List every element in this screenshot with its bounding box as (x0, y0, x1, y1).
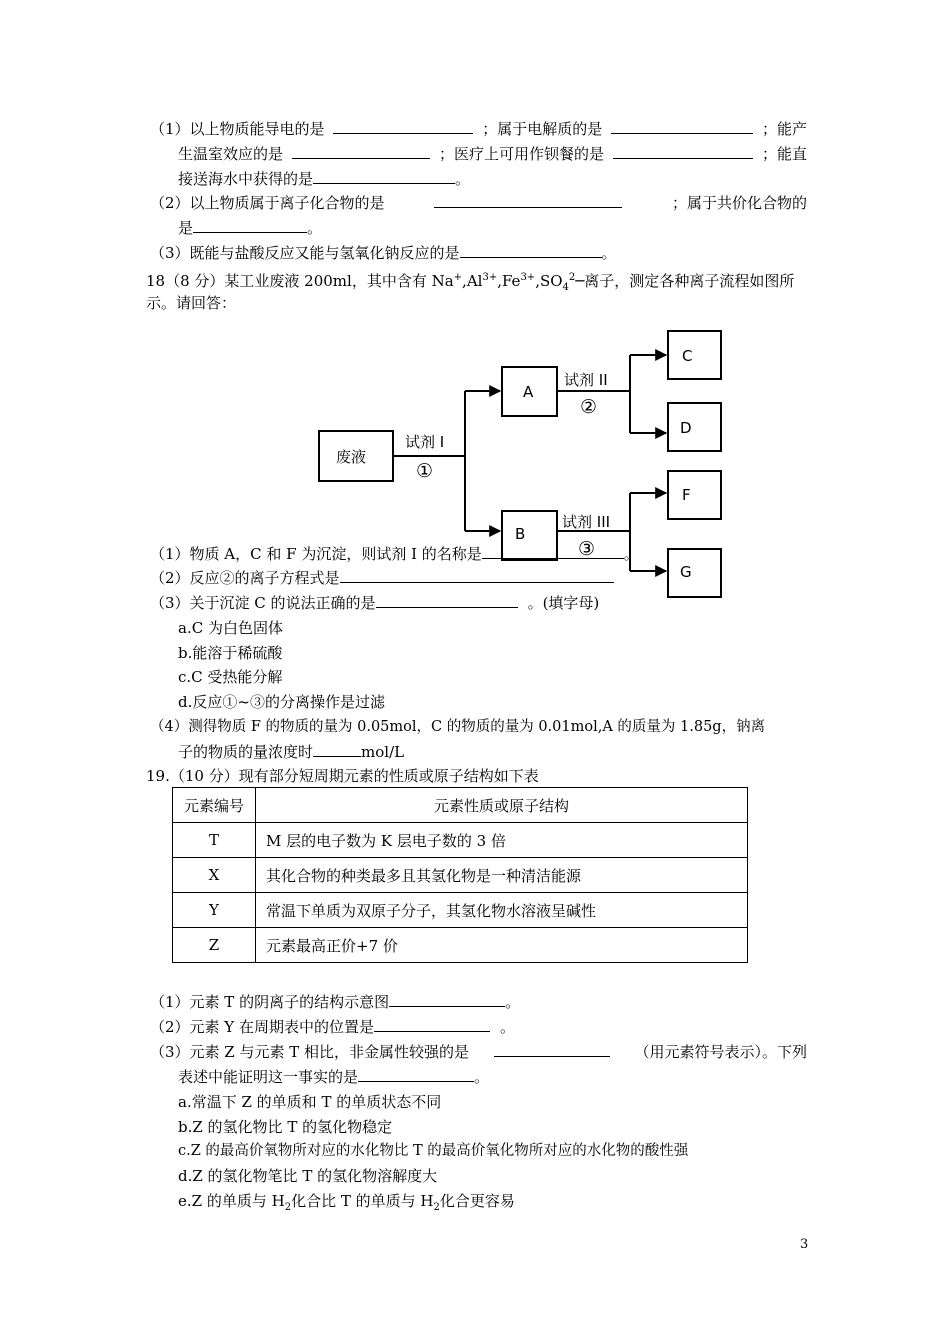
q19-sub1 (150, 991, 520, 1013)
fe-charge: 3+ (520, 272, 536, 283)
q17-line5 (178, 217, 322, 239)
q18-sub1 (150, 543, 639, 565)
label-step-1: ① (416, 460, 434, 482)
page-number: 3 (800, 1237, 809, 1252)
q17-3-text-b: 。 (455, 170, 471, 188)
q18-2-text: （2）反应②的离子方程式是 (150, 569, 340, 587)
q17-1-text-c: ；能产 (761, 120, 807, 138)
table-header-cell: 元素编号 (173, 788, 256, 823)
q19-option-a: a.常温下 Z 的单质和 T 的单质状态不同 (178, 1093, 442, 1111)
q18-intro-text: 18（8 分）某工业废液 200ml，其中含有 Na (146, 272, 454, 290)
q19-3-text-c: 表述中能证明这一事实的是 (178, 1068, 359, 1086)
q17-1-text-a: （1）以上物质能导电的是 (150, 120, 325, 138)
table-cell: X (173, 858, 256, 893)
q18-intro-line1 (146, 267, 794, 299)
box-f (668, 471, 721, 519)
table-cell: 其化合物的种类最多且其氢化物是一种清洁能源 (256, 858, 748, 893)
label-step-3: ③ (578, 538, 596, 560)
q18-intro-line2 (146, 292, 236, 314)
label-step-2: ② (580, 396, 598, 418)
q17-6-text-b: 。 (601, 244, 617, 262)
answer-blank[interactable] (374, 1016, 490, 1032)
table-cell: M 层的电子数为 K 层电子数的 3 倍 (256, 823, 748, 858)
q17-5-text-a: 是 (178, 219, 194, 237)
q19-sub2 (150, 1016, 515, 1038)
answer-blank[interactable] (460, 242, 602, 258)
box-c (668, 331, 721, 379)
q19-intro: 19.（10 分）现有部分短周期元素的性质或原子结构如下表 (146, 767, 539, 785)
q19-2-end: 。 (499, 1018, 515, 1036)
answer-blank[interactable] (313, 741, 361, 757)
answer-blank[interactable] (494, 1041, 610, 1057)
q17-2-text-b: ；医疗上可用作钡餐的是 (438, 145, 604, 163)
na-charge: + (453, 272, 463, 283)
q19-3-end: 。 (474, 1068, 490, 1086)
so-subscript: 4 (562, 282, 569, 293)
table-header-row (173, 788, 748, 823)
q19-sub3-line2 (178, 1066, 489, 1088)
label-c: C (682, 347, 693, 365)
q19-option-e (178, 1190, 515, 1219)
table-header-cell: 元素性质或原子结构 (256, 788, 748, 823)
q18-3-end: 。(填字母) (527, 594, 600, 612)
answer-blank[interactable] (333, 118, 473, 134)
q18-option-a: a.C 为白色固体 (178, 619, 283, 637)
table-cell: 常温下单质为双原子分子，其氢化物水溶液呈碱性 (256, 893, 748, 928)
table-cell: T (173, 823, 256, 858)
so-charge: 2 (568, 272, 576, 283)
answer-blank[interactable] (292, 143, 430, 159)
q17-4-text-a: （2）以上物质属于离子化合物的是 (150, 194, 385, 212)
label-a: A (523, 383, 534, 401)
q19-sub3-line1 (150, 1041, 807, 1063)
q17-3-text-a: 接送海水中获得的是 (178, 170, 314, 188)
answer-blank[interactable] (340, 567, 614, 583)
fe-ion: ,Fe (497, 272, 521, 290)
q19-option-b: b.Z 的氢化物比 T 的氢化物稳定 (178, 1118, 393, 1136)
answer-blank[interactable] (434, 192, 622, 208)
label-reagent-1: 试剂 I (405, 433, 445, 451)
q19-3-text-b: （用元素符号表示）。下列 (634, 1043, 807, 1061)
q19-e-text-3: 化合更容易 (439, 1192, 515, 1210)
q18-sub4-line1: （4）测得物质 F 的物质的量为 0.05mol，C 的物质的量为 0.01mol,A 的质量为 1.85g，钠离 (150, 719, 766, 735)
table-cell: Z (173, 928, 256, 963)
label-reagent-2: 试剂 II (564, 371, 608, 389)
box-d (668, 403, 721, 451)
q18-3-text: （3）关于沉淀 C 的说法正确的是 (150, 594, 376, 612)
al-ion: ,Al (462, 272, 483, 290)
q17-1-text-b: ；属于电解质的是 (482, 120, 603, 138)
table-row (173, 858, 748, 893)
label-f: F (682, 486, 691, 504)
q18-intro-text2: 示。请回答： (146, 294, 237, 312)
q17-5-text-b: 。 (307, 219, 323, 237)
label-g: G (680, 563, 692, 581)
q18-option-c: c.C 受热能分解 (178, 668, 283, 686)
so-ion: ,SO (535, 272, 563, 290)
q17-line6 (150, 242, 617, 264)
table-cell: Y (173, 893, 256, 928)
q18-sub4-line2 (178, 741, 404, 763)
q17-4-text-b: ；属于共价化合物的 (671, 194, 807, 212)
answer-blank[interactable] (358, 1066, 474, 1082)
q19-e-text-1: e.Z 的单质与 H (178, 1192, 285, 1210)
table-cell: 元素最高正价+7 价 (256, 928, 748, 963)
q19-3-text: （3）元素 Z 与元素 T 相比，非金属性较强的是 (150, 1043, 470, 1061)
label-d: D (680, 419, 692, 437)
q19-1-text: （1）元素 T 的阴离子的结构示意图 (150, 993, 390, 1011)
label-reagent-3: 试剂 III (562, 513, 611, 531)
q17-2-text-a: 生温室效应的是 (178, 145, 284, 163)
table-row (173, 823, 748, 858)
answer-blank[interactable] (376, 592, 518, 608)
q18-option-d: d.反应①~③的分离操作是过滤 (178, 693, 385, 711)
al-charge: 3+ (482, 272, 498, 283)
answer-blank[interactable] (193, 217, 307, 233)
answer-blank[interactable] (313, 168, 455, 184)
q17-line3 (178, 168, 470, 190)
q17-line4 (150, 192, 807, 214)
label-b: B (515, 525, 526, 543)
q18-1-end: 。 (623, 545, 639, 563)
answer-blank[interactable] (389, 991, 505, 1007)
answer-blank[interactable] (482, 543, 624, 559)
q18-4-text: 子的物质的量浓度时 (178, 743, 314, 761)
q19-1-end: 。 (505, 993, 521, 1011)
q18-intro-text-end: ─离子，测定各种离子流程如图所 (575, 272, 795, 290)
h2-subscript: 2 (284, 1202, 292, 1213)
answer-blank[interactable] (613, 143, 753, 159)
q18-sub3 (150, 592, 599, 614)
q19-2-text: （2）元素 Y 在周期表中的位置是 (150, 1018, 374, 1036)
box-g (668, 549, 721, 597)
q17-line2 (178, 143, 807, 165)
q18-sub2 (150, 567, 614, 589)
q18-option-b: b.能溶于稀硫酸 (178, 644, 283, 662)
element-table (172, 787, 748, 963)
q19-option-d: d.Z 的氢化物笔比 T 的氢化物溶解度大 (178, 1167, 438, 1185)
q17-line1 (150, 118, 807, 140)
q19-option-c: c.Z 的最高价氧物所对应的水化物比 T 的最高价氧化物所对应的水化物的酸性强 (178, 1143, 689, 1159)
q17-6-text-a: （3）既能与盐酸反应又能与氢氧化钠反应的是 (150, 244, 460, 262)
label-waste: 废液 (336, 448, 367, 466)
h2-subscript: 2 (433, 1202, 440, 1213)
q18-1-text: （1）物质 A，C 和 F 为沉淀，则试剂 I 的名称是 (150, 545, 482, 563)
q17-2-text-c: ；能直 (761, 145, 807, 163)
table-row (173, 928, 748, 963)
q18-4-unit: mol/L (361, 743, 405, 761)
answer-blank[interactable] (611, 118, 753, 134)
q19-e-text-2: 化合比 T 的单质与 H (291, 1192, 434, 1210)
table-row (173, 893, 748, 928)
